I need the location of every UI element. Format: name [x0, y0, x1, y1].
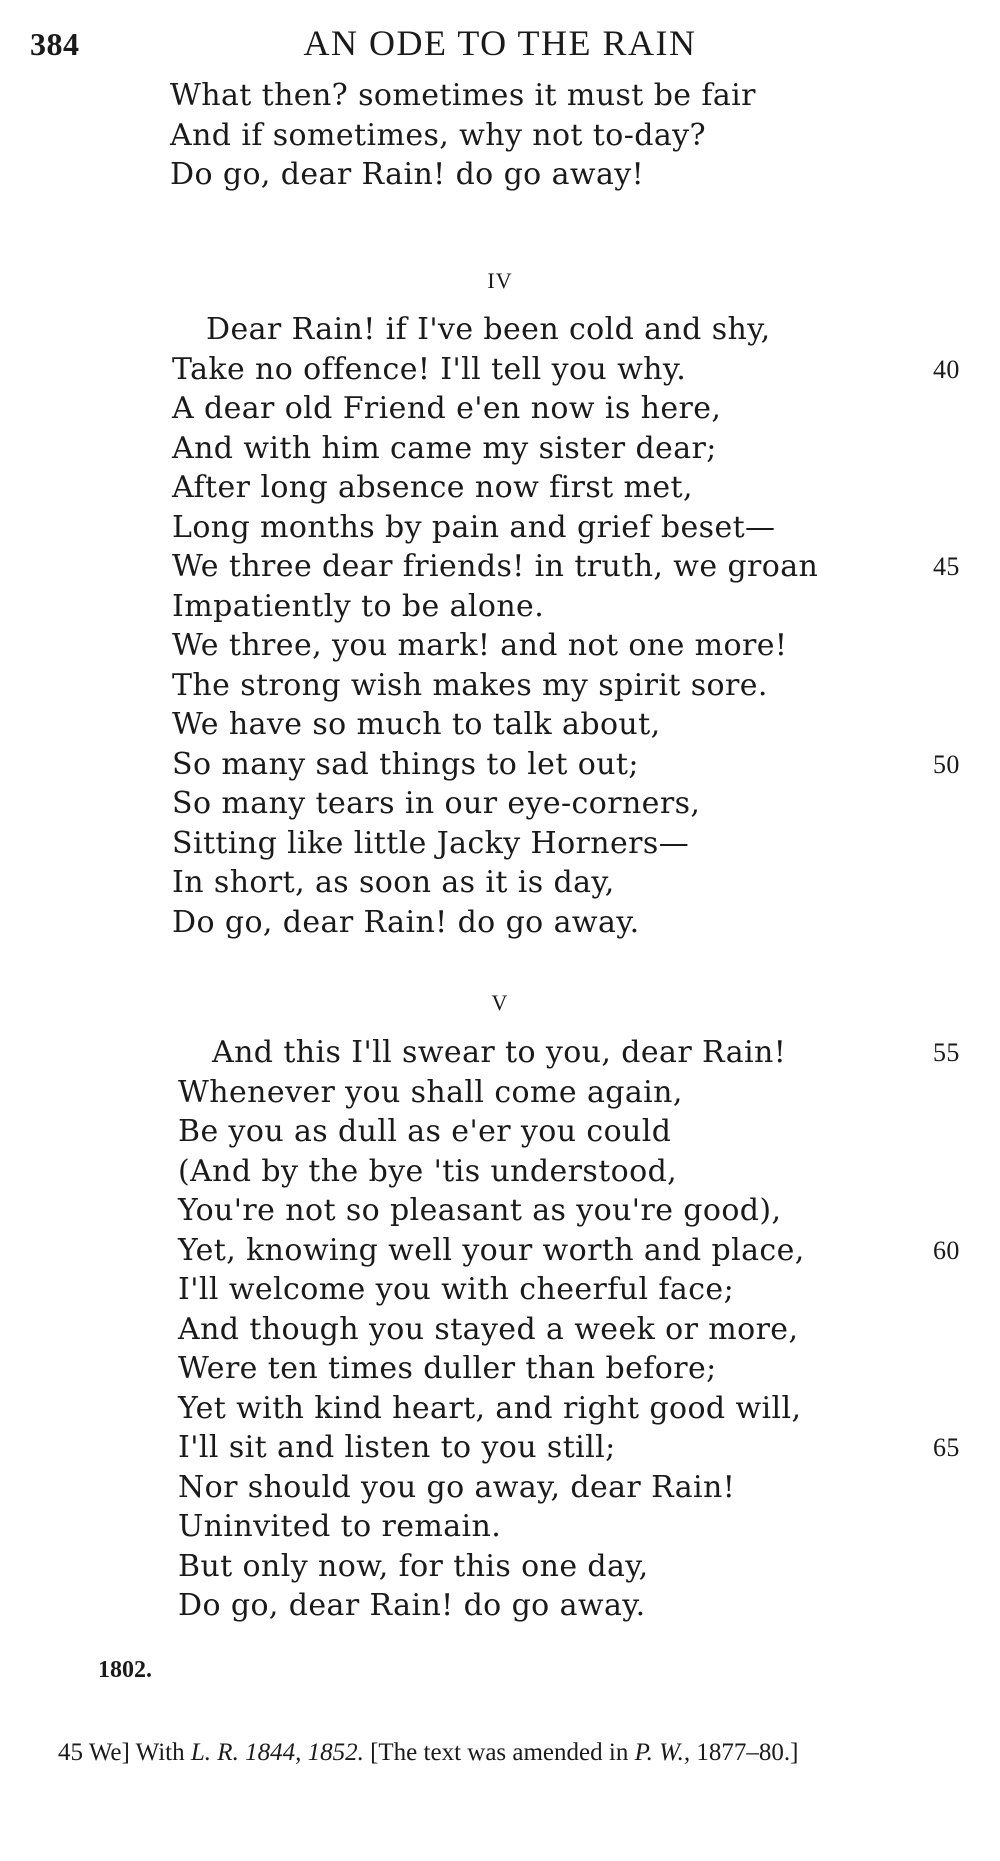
stanza-iv — [0, 310, 1000, 942]
poem-line — [0, 863, 1000, 903]
stanza-iii-end — [0, 76, 1000, 195]
line-text: We three, you mark! and not one more! — [172, 628, 788, 663]
line-text: Uninvited to remain. — [178, 1509, 502, 1544]
line-number: 55 — [933, 1038, 960, 1067]
line-text: Whenever you shall come again, — [178, 1074, 683, 1110]
footnote — [58, 1735, 978, 1771]
line-text: We have so much to talk about, — [172, 707, 661, 742]
poem-line — [0, 1428, 1000, 1468]
poem-line — [0, 429, 1000, 469]
poem-line — [0, 1507, 1000, 1547]
poem-line — [0, 745, 1000, 785]
line-text: In short, as soon as it is day, — [172, 865, 615, 900]
page-number: 384 — [30, 26, 80, 62]
line-text: We three dear friends! in truth, we groan — [172, 549, 819, 584]
poem-line — [0, 1033, 1000, 1073]
poem-line — [170, 76, 1000, 116]
poem-line — [0, 468, 1000, 508]
line-text: Yet with kind heart, and right good will, — [178, 1390, 802, 1426]
line-text: Nor should you go away, dear Rain! — [178, 1469, 736, 1505]
line-text: But only now, for this one day, — [178, 1548, 649, 1584]
line-number: 40 — [933, 354, 960, 384]
poem-line — [0, 903, 1000, 943]
line-text: Take no offence! I'll tell you why. — [172, 351, 687, 387]
footnote-with: With — [135, 1739, 185, 1766]
line-text: And though you stayed a week or more, — [178, 1311, 799, 1347]
poem-line — [0, 1349, 1000, 1389]
poem-line — [0, 1231, 1000, 1271]
poem-line — [0, 1547, 1000, 1587]
poem-line — [0, 1586, 1000, 1626]
stanza-v — [0, 1033, 1000, 1626]
line-text: Were ten times duller than before; — [178, 1351, 717, 1386]
poem-line — [0, 1270, 1000, 1310]
line-text: Long months by pain and grief beset— — [172, 509, 776, 545]
footnote-editions: L. R. 1844, 1852. — [190, 1739, 364, 1766]
poem-line — [0, 666, 1000, 706]
poem-line — [0, 1152, 1000, 1192]
line-number: 45 — [933, 552, 960, 581]
running-title: AN ODE TO THE RAIN — [303, 23, 697, 63]
line-text: I'll sit and listen to you still; — [178, 1430, 616, 1465]
line-text: And if sometimes, why not to-day? — [170, 117, 706, 153]
poem-line — [0, 1310, 1000, 1350]
line-text: So many tears in our eye-corners, — [172, 786, 701, 821]
line-text: I'll welcome you with cheerful face; — [178, 1272, 735, 1307]
poem-line — [0, 1112, 1000, 1152]
footnote-note-start: [The text was amended in — [370, 1739, 629, 1766]
line-number: 65 — [933, 1433, 960, 1462]
line-text: Impatiently to be alone. — [172, 588, 545, 624]
line-text: The strong wish makes my spirit sore. — [172, 667, 768, 703]
poem-line — [0, 1073, 1000, 1113]
stanza-numeral-v: V — [491, 990, 509, 1015]
footnote-lemma: We] — [88, 1739, 130, 1766]
composition-date: 1802. — [98, 1657, 152, 1683]
line-text: Do go, dear Rain! do go away. — [178, 1588, 646, 1623]
poem-line — [0, 1191, 1000, 1231]
poem-line — [170, 155, 1000, 195]
line-text: What then? sometimes it must be fair — [170, 78, 756, 113]
line-text: A dear old Friend e'en now is here, — [172, 391, 722, 426]
poem-line — [0, 1389, 1000, 1429]
footnote-note-end: 1877–80.] — [696, 1739, 799, 1766]
line-number: 60 — [933, 1235, 960, 1265]
line-text: Dear Rain! if I've been cold and shy, — [206, 312, 771, 347]
poem-line — [0, 508, 1000, 548]
line-text: Do go, dear Rain! do go away! — [170, 157, 645, 192]
line-text: And with him came my sister dear; — [172, 430, 717, 466]
line-text: Yet, knowing well your worth and place, — [178, 1232, 805, 1268]
line-text: Do go, dear Rain! do go away. — [172, 904, 640, 940]
poem-line — [0, 547, 1000, 587]
poem-line — [0, 310, 1000, 350]
poem-line — [0, 350, 1000, 390]
poem-line — [0, 784, 1000, 824]
poem-line — [0, 705, 1000, 745]
line-number: 50 — [933, 749, 960, 779]
line-text: After long absence now first met, — [172, 470, 693, 505]
line-text: And this I'll swear to you, dear Rain! — [212, 1035, 787, 1070]
footnote-number: 45 — [58, 1739, 83, 1766]
line-text: So many sad things to let out; — [172, 746, 639, 782]
line-text: (And by the bye 'tis understood, — [178, 1153, 678, 1189]
line-text: Be you as dull as e'er you could — [178, 1114, 672, 1149]
poem-line — [170, 116, 1000, 156]
poem-line — [0, 824, 1000, 864]
poem-line — [0, 626, 1000, 666]
stanza-numeral-iv: IV — [487, 268, 513, 293]
footnote-pw: P. W., — [634, 1739, 691, 1766]
line-text: Sitting like little Jacky Horners— — [172, 825, 690, 861]
poem-line — [0, 389, 1000, 429]
poem-line — [0, 1468, 1000, 1508]
page-header — [30, 22, 970, 72]
line-text: You're not so pleasant as you're good), — [178, 1193, 782, 1228]
poem-line — [0, 587, 1000, 627]
